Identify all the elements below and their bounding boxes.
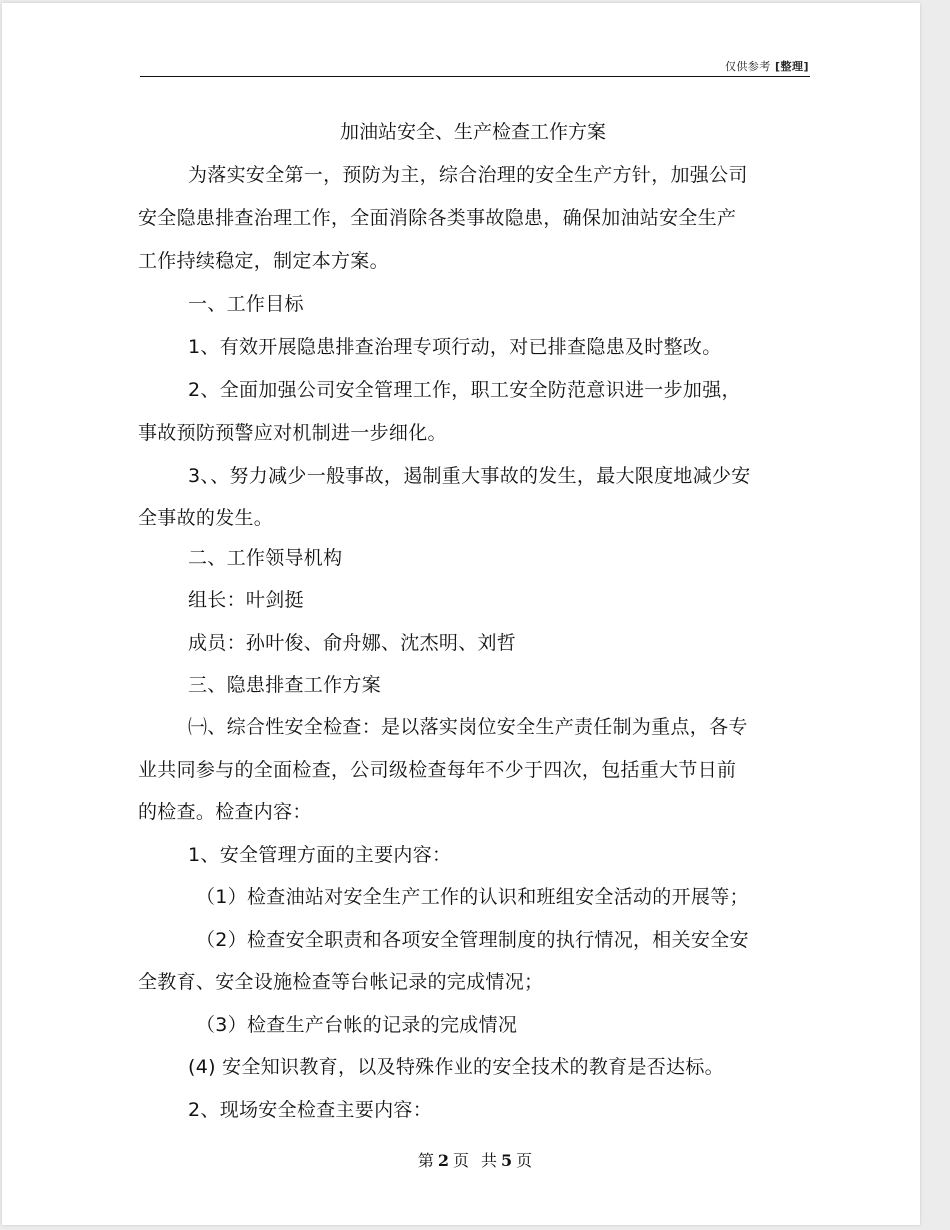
- footer-mid1: 页: [452, 1151, 469, 1170]
- total-pages-number: 5: [501, 1151, 513, 1170]
- section-heading: 一、工作目标: [188, 293, 304, 315]
- body-line: 成员：孙叶俊、俞舟娜、沈杰明、刘哲: [188, 632, 517, 654]
- body-line: （1）检查油站对安全生产工作的认识和班组安全活动的开展等；: [196, 886, 749, 908]
- footer-suffix: 页: [516, 1151, 533, 1170]
- document-title: 加油站安全、生产检查工作方案: [339, 121, 606, 143]
- body-line: 全事故的发生。: [138, 507, 274, 529]
- page-footer: [0, 1148, 950, 1171]
- body-line: 3、、努力减少一般事故，遏制重大事故的发生，最大限度地减少安: [188, 465, 751, 487]
- body-line: 工作持续稳定，制定本方案。: [138, 250, 389, 272]
- body-line: （2）检查安全职责和各项安全管理制度的执行情况，相关安全安: [196, 929, 749, 951]
- body-line: 安全隐患排查治理工作，全面消除各类事故隐患，确保加油站安全生产: [138, 207, 737, 229]
- body-line: 业共同参与的全面检查，公司级检查每年不少于四次，包括重大节日前: [138, 759, 737, 781]
- section-heading: 二、工作领导机构: [188, 547, 343, 569]
- current-page-number: 2: [437, 1151, 449, 1170]
- body-line: 的检查。检查内容：: [138, 801, 312, 823]
- body-line: 2、现场安全检查主要内容：: [188, 1099, 432, 1121]
- body-line: 事故预防预警应对机制进一步细化。: [138, 422, 447, 444]
- page-header: [725, 58, 809, 74]
- header-divider: [140, 76, 810, 77]
- footer-prefix: 第: [417, 1151, 434, 1170]
- body-line: 组长：叶剑挺: [188, 589, 304, 611]
- body-line: 2、全面加强公司安全管理工作，职工安全防范意识进一步加强，: [188, 379, 741, 401]
- body-line: 1、有效开展隐患排查治理专项行动，对已排查隐患及时整改。: [188, 336, 722, 358]
- body-line: 1、安全管理方面的主要内容：: [188, 844, 452, 866]
- header-label: 仅供参考: [724, 60, 771, 73]
- body-line: 全教育、安全设施检查等台帐记录的完成情况；: [138, 971, 544, 993]
- header-tag: [整理]: [774, 60, 809, 73]
- body-line: （3）检查生产台帐的记录的完成情况: [196, 1014, 518, 1036]
- footer-mid2: 共: [481, 1151, 498, 1170]
- body-line: (4) 安全知识教育，以及特殊作业的安全技术的教育是否达标。: [188, 1056, 724, 1078]
- body-line: ㈠、综合性安全检查：是以落实岗位安全生产责任制为重点，各专: [188, 716, 748, 738]
- section-heading: 三、隐患排查工作方案: [188, 674, 382, 696]
- body-line: 为落实安全第一，预防为主，综合治理的安全生产方针，加强公司: [188, 164, 748, 186]
